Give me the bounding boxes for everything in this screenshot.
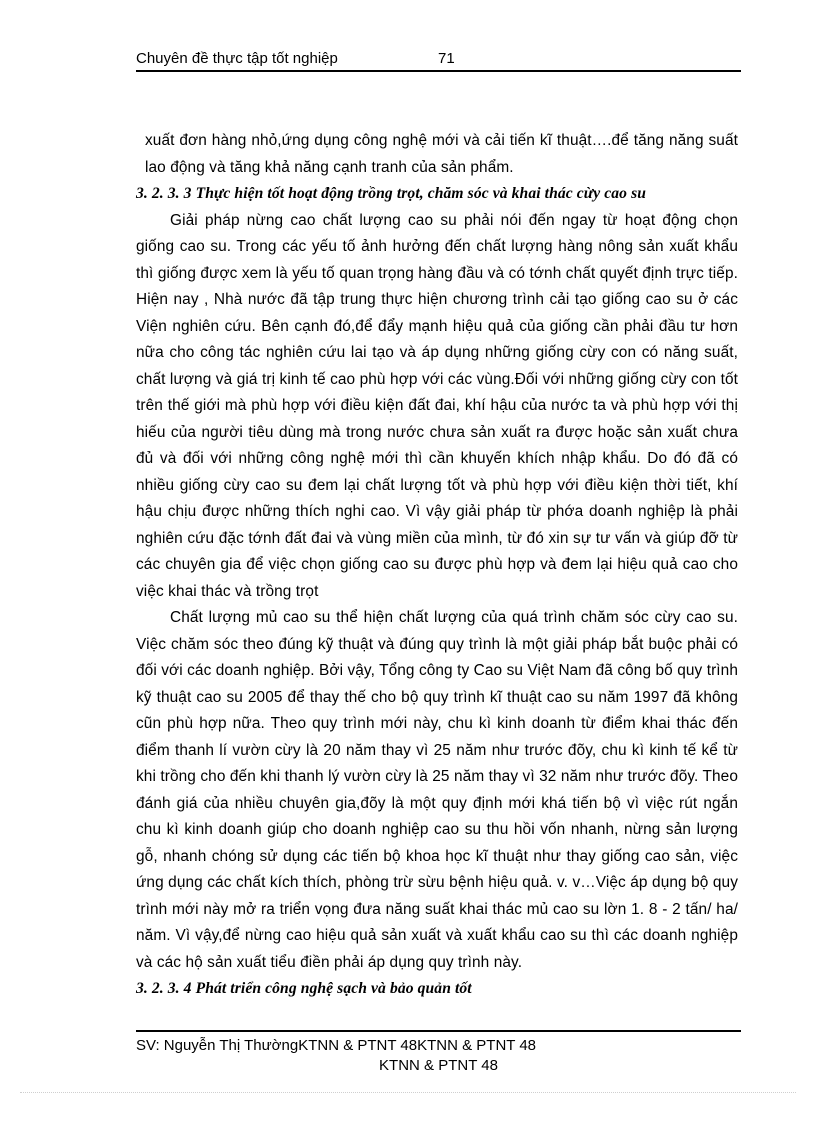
page-bottom-divider <box>20 1092 796 1093</box>
page-footer <box>136 1030 741 1076</box>
paragraph-latex-quality: Chất lượng mủ cao su thể hiện chất lượng của quá trình chăm sóc cừy cao su. Việc chăm sóc theo đúng kỹ thuật và đúng quy trình là một giải pháp bắt buộc phải có đối với các doanh nghiệp. Bởi vậy, Tổng công ty Cao su Việt Nam đã công bố quy trình kỹ thuật cao su 2005 để thay thế cho bộ quy trình kĩ thuật cao su năm 1997 đã không cũn phù hợp nữa. Theo quy trình mới này, chu kì kinh doanh từ điểm khai thác đến điểm thanh lí vườn cừy là 20 năm thay vì 25 năm như trước đõy, chu kì kinh tế kể từ khi trồng cho đến khi thanh lý vườn cừy là 25 năm thay vì 32 năm như trước đõy. Theo đánh giá của nhiều chuyên gia,đõy là một quy định mới khá tiến bộ vì việc rút ngắn chu kì kinh doanh giúp cho doanh nghiệp cao su thu hồi vốn nhanh, nừng sản lượng gỗ, nhanh chóng sử dụng các tiến bộ khoa học kĩ thuật như thay giống cao sản, việc ứng dụng các chất kích thích, phòng trừ sừu bệnh hiệu quả. v. v…Việc áp dụng bộ quy trình mới này mở ra triển vọng đưa năng suất khai thác mủ cao su lờn 1. 8 - 2 tấn/ ha/ năm. Vì vậy,để nừng cao hiệu quả sản xuất và xuất khẩu cao su thì các doanh nghiệp và các hộ sản xuất tiểu điền phải áp dụng quy trình này. <box>136 609 738 971</box>
footer-line-2: KTNN & PTNT 48 <box>379 1057 498 1074</box>
paragraph-continued: xuất đơn hàng nhỏ,ứng dụng công nghệ mới và cải tiến kĩ thuật….để tăng năng suất lao động và tăng khả năng cạnh tranh của sản phẩm. <box>145 132 738 176</box>
header-title: Chuyên đề thực tập tốt nghiệp <box>136 50 338 67</box>
page-header <box>136 48 741 72</box>
document-body <box>136 128 738 1003</box>
page-number: 71 <box>438 50 455 67</box>
paragraph-seed-selection: Giải pháp nừng cao chất lượng cao su phải nói đến ngay từ hoạt động chọn giống cao su. Trong các yếu tố ảnh hưởng đến chất lượng hàng nông sản xuất khẩu thì giống được xem là yếu tố quan trọng hàng đầu và có tớnh chất quyết định trực tiếp. Hiện nay , Nhà nước đã tập trung thực hiện chương trình cải tạo giống cao su ở các Viện nghiên cứu. Bên cạnh đó,để đẩy mạnh hiệu quả của giống cần phải đầu tư hơn nữa cho công tác nghiên cứu lai tạo và áp dụng những giống cừy con có năng suất, chất lượng và giá trị kinh tế cao phù hợp với các vùng.Đối với những giống cừy con tốt trên thế giới mà phù hợp với điều kiện đất đai, khí hậu của nước ta và phù hợp với thị hiếu của người tiêu dùng mà trong nước chưa sản xuất ra được hoặc sản xuất chưa đủ và đối với những công nghệ mới thì cần khuyến khích nhập khẩu. Do đó đã có nhiều giống cừy cao su đem lại chất lượng tốt và phù hợp với điều kiện thời tiết, khí hậu chịu được những thích nghi cao. Vì vậy giải pháp từ phớa doanh nghiệp là phải nghiên cứu đặc tớnh đất đai và vùng miền của mình, từ đó xin sự tư vấn và giúp đỡ từ các chuyên gia để việc chọn giống cao su được phù hợp và đem lại hiệu quả cao cho việc khai thác và trồng trọt <box>136 211 738 600</box>
section-heading-3-2-3-3: 3. 2. 3. 3 Thực hiện tốt hoạt động trồng trọt, chăm sóc và khai thác cừy cao su <box>136 185 647 202</box>
footer-line-1: SV: Nguyễn Thị ThườngKTNN & PTNT 48KTNN & PTNT 48 <box>136 1037 537 1054</box>
section-heading-3-2-3-4: 3. 2. 3. 4 Phát triển công nghệ sạch và bảo quản tốt <box>136 980 472 997</box>
